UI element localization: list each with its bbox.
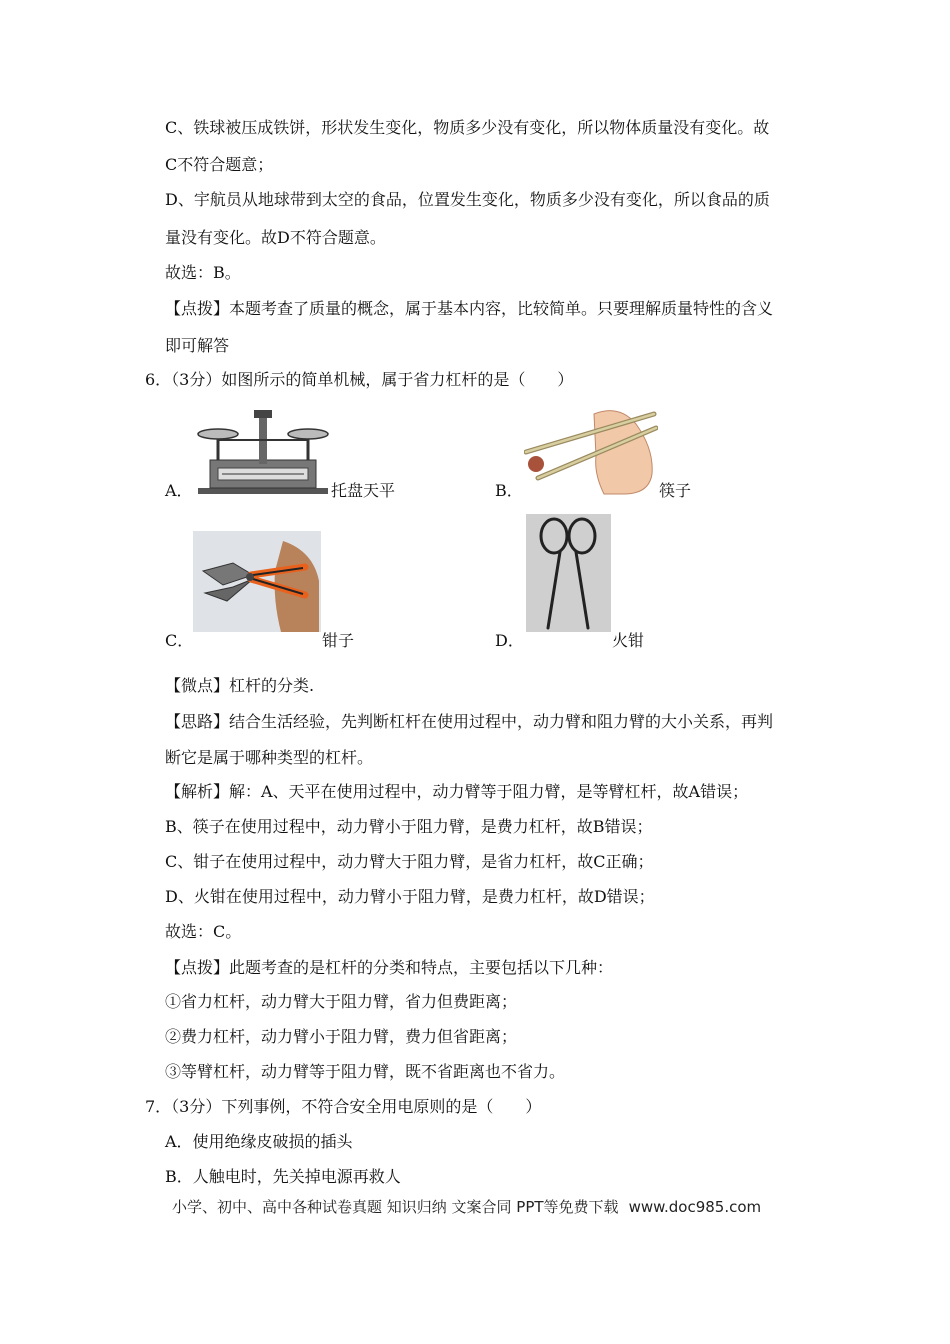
fire-tongs-icon (526, 514, 611, 632)
text-line: D、火钳在使用过程中，动力臂小于阻力臂，是费力杠杆，故D错误； (165, 887, 655, 906)
chopsticks-icon (524, 404, 658, 496)
question-7-option-a: A．使用绝缘皮破损的插头 (165, 1132, 353, 1151)
text-line: 即可解答 (165, 336, 230, 355)
option-c-letter: C． (165, 631, 194, 650)
text-line: 量没有变化。故D不符合题意。 (165, 228, 386, 247)
option-c-caption: 钳子 (322, 631, 355, 650)
option-d-caption: 火钳 (612, 631, 645, 650)
text-line: 【思路】结合生活经验，先判断杠杆在使用过程中，动力臂和阻力臂的大小关系，再判 (165, 712, 774, 731)
text-line: ②费力杠杆，动力臂小于阻力臂，费力但省距离； (165, 1027, 518, 1046)
footer-url[interactable]: www.doc985.com (628, 1198, 762, 1216)
question-6-stem: 6．（3分）如图所示的简单机械，属于省力杠杆的是（ ） (145, 370, 574, 389)
option-d-letter: D． (495, 631, 524, 650)
balance-scale-icon (196, 408, 330, 496)
text-line: 【点拨】此题考查的是杠杆的分类和特点，主要包括以下几种： (165, 958, 614, 977)
question-7-option-b: B．人触电时，先关掉电源再救人 (165, 1167, 401, 1186)
text-line: 【解析】解：A、天平在使用过程中，动力臂等于阻力臂，是等臂杠杆，故A错误； (165, 782, 749, 801)
footer-text: 小学、初中、高中各种试卷真题 知识归纳 文案合同 PPT等免费下载 (172, 1198, 619, 1216)
option-b-caption: 筷子 (659, 481, 692, 500)
option-b-letter: B． (495, 481, 523, 500)
option-a-caption: 托盘天平 (331, 481, 396, 500)
text-line: ①省力杠杆，动力臂大于阻力臂，省力但费距离； (165, 992, 518, 1011)
question-7-stem: 7．（3分）下列事例，不符合安全用电原则的是（ ） (145, 1097, 542, 1116)
text-line: C、钳子在使用过程中，动力臂大于阻力臂，是省力杠杆，故C正确； (165, 852, 654, 871)
text-line: 故选：C。 (165, 922, 242, 941)
text-line: 故选：B。 (165, 263, 241, 282)
text-line: ③等臂杠杆，动力臂等于阻力臂，既不省距离也不省力。 (165, 1062, 566, 1081)
text-line: 【点拨】本题考查了质量的概念，属于基本内容，比较简单。只要理解质量特性的含义 (165, 299, 774, 318)
text-line: C、铁球被压成铁饼，形状发生变化，物质多少没有变化，所以物体质量没有变化。故 (165, 118, 770, 137)
page-footer (172, 1197, 761, 1217)
pliers-icon (193, 531, 321, 632)
text-line: B、筷子在使用过程中，动力臂小于阻力臂，是费力杠杆，故B错误； (165, 817, 653, 836)
text-line: D、宇航员从地球带到太空的食品，位置发生变化，物质多少没有变化，所以食品的质 (165, 190, 770, 209)
text-line: C不符合题意； (165, 155, 274, 174)
text-line: 断它是属于哪种类型的杠杆。 (165, 748, 374, 767)
text-line: 【微点】杠杆的分类. (165, 676, 315, 695)
option-a-letter: A． (165, 481, 193, 500)
